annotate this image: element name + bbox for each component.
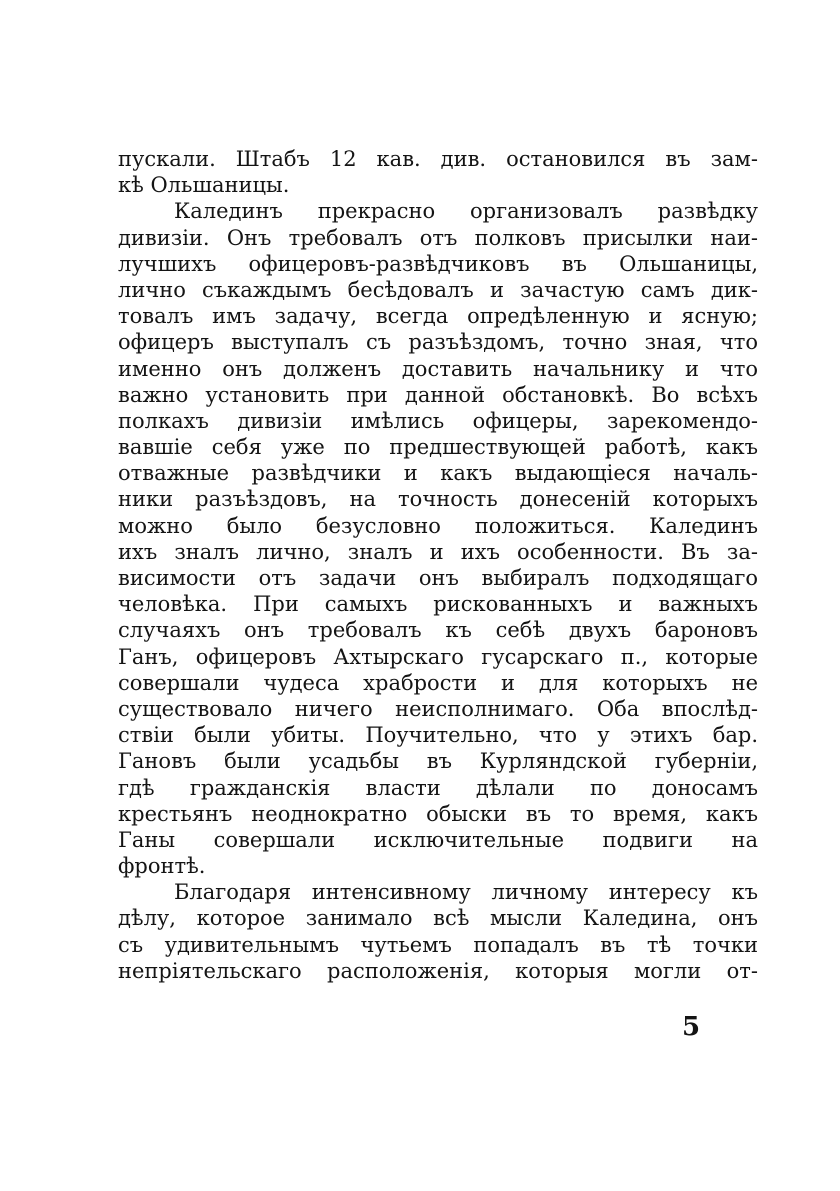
text-line: ихъ зналъ лично, зналъ и ихъ особенности. Въ за- — [118, 539, 758, 564]
text-line: можно было безусловно положиться. Калединъ — [118, 513, 758, 538]
text-line: фронтѣ. — [118, 854, 206, 879]
text-line: Калединъ прекрасно организовалъ развѣдку — [174, 199, 758, 224]
text-line: Ганъ, офицеровъ Ахтырскаго гусарскаго п., которые — [118, 644, 758, 669]
text-line: пускали. Штабъ 12 кав. див. остановился въ зам- — [118, 147, 758, 171]
text-line: отважные развѣдчики и какъ выдающіеся началь- — [118, 461, 758, 486]
text-line: висимости отъ задачи онъ выбиралъ подходящаго — [118, 566, 758, 590]
text-line: совершали чудеса храбрости и для которыхъ не — [118, 670, 758, 695]
text-line: существовало ничего неисполнимаго. Оба впослѣд- — [118, 696, 758, 721]
text-line: лучшихъ офицеровъ-развѣдчиковъ въ Ольшаницы, — [118, 251, 758, 276]
text-line: именно онъ долженъ доставить начальнику и что — [118, 356, 758, 381]
page-number: 5 — [682, 1012, 701, 1042]
text-line: кѣ Ольшаницы. — [118, 173, 290, 198]
text-line: гдѣ гражданскія власти дѣлали по доносамъ — [118, 775, 758, 800]
text-line: случаяхъ онъ требовалъ къ себѣ двухъ бароновъ — [118, 618, 758, 643]
text-line: Гановъ были усадьбы въ Курляндской губерніи, — [118, 749, 758, 774]
text-line: офицеръ выступалъ съ разъѣздомъ, точно зная, что — [118, 330, 758, 355]
text-line: полкахъ дивизіи имѣлись офицеры, зарекомендо- — [118, 408, 758, 433]
body-text — [118, 146, 758, 984]
text-line: съ удивительнымъ чутьемъ попадалъ въ тѣ точки — [118, 932, 758, 957]
text-line: вавшіе себя уже по предшествующей работѣ, какъ — [118, 435, 758, 460]
text-line: дивизіи. Онъ требовалъ отъ полковъ присылки наи- — [118, 225, 758, 250]
text-line: Благодаря интенсивному личному интересу къ — [174, 880, 758, 905]
text-line: ствіи были убиты. Поучительно, что у этихъ бар. — [118, 723, 758, 748]
text-line: ники разъѣздовъ, на точность донесеній которыхъ — [118, 487, 758, 512]
text-line: непріятельскаго расположенія, которыя могли от- — [118, 958, 758, 983]
text-line: Ганы совершали исключительные подвиги на — [118, 827, 758, 852]
text-line: товалъ имъ задачу, всегда опредѣленную и ясную; — [118, 304, 758, 329]
text-line: лично съкаждымъ бесѣдовалъ и зачастую самъ дик- — [118, 277, 758, 302]
text-line: человѣка. При самыхъ рискованныхъ и важныхъ — [118, 592, 758, 617]
text-line: дѣлу, которое занимало всѣ мысли Каледина, онъ — [118, 906, 758, 931]
text-line: важно установить при данной обстановкѣ. Во всѣхъ — [118, 382, 758, 407]
text-line: крестьянъ неоднократно обыски въ то время, какъ — [118, 801, 758, 826]
